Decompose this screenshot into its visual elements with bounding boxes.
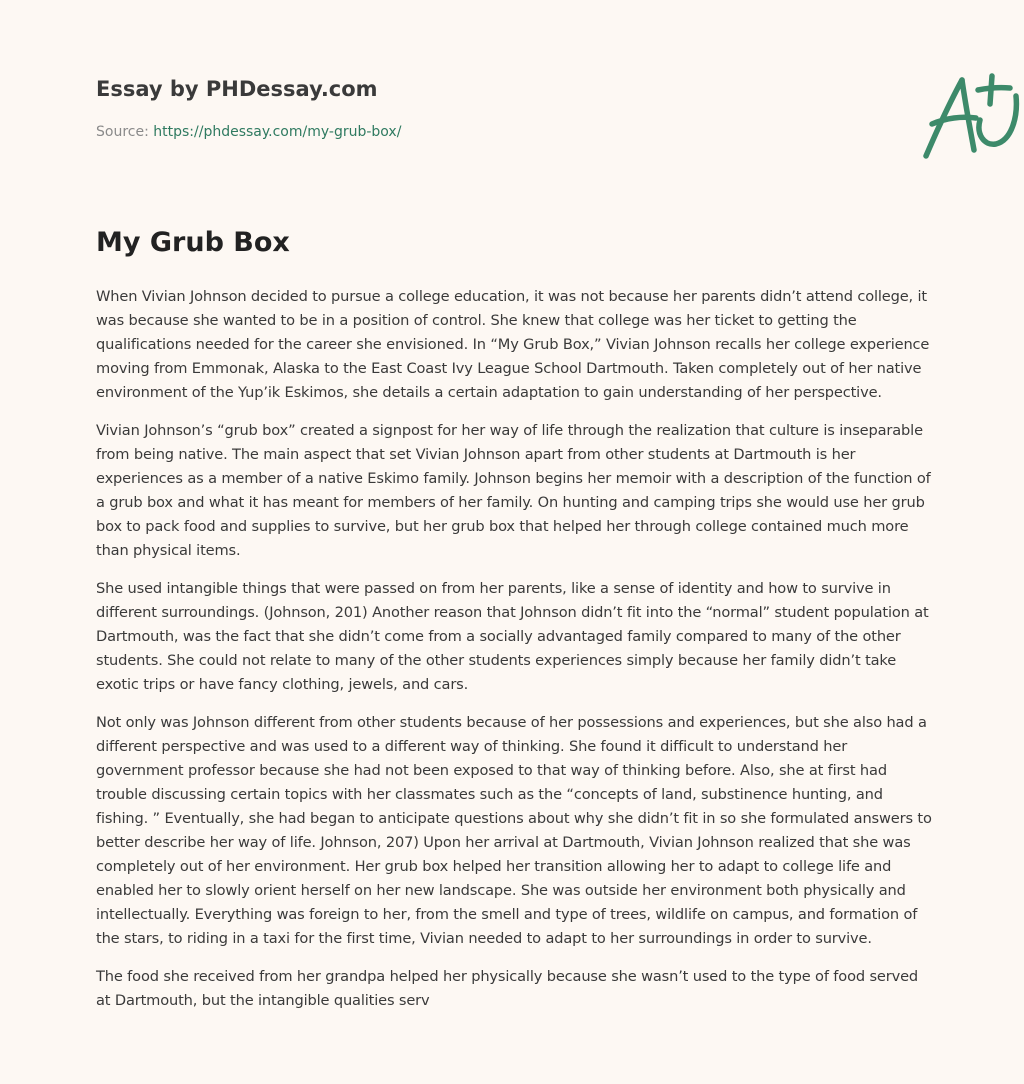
essay-paragraph-2: Vivian Johnson’s “grub box” created a signpost for her way of life through the realization that culture is inseparable from being native. The main aspect that set Vivian Johnson apart from other students at Dartmouth is her experiences as a member of a native Eskimo family. Johnson begins her memoir with a description of the function of a grub box and what it has meant for members of her family. On hunting and camping trips she would use her grub box to pack food and supplies to survive, but her grub box that helped her through college contained much more than physical items.: [96, 422, 931, 559]
essay-body: [96, 285, 932, 1027]
site-title: Essay by PHDessay.com: [96, 77, 378, 101]
source-line: [96, 124, 401, 140]
essay-paragraph-1: When Vivian Johnson decided to pursue a college education, it was not because her parents didn’t attend college, it was because she wanted to be in a position of control. She knew that college was her ticket to getting the qualifications needed for the career she envisioned. In “My Grub Box,” Vivian Johnson recalls her college experience moving from Emmonak, Alaska to the East Coast Ivy League School Dartmouth. Taken completely out of her native environment of the Yup’ik Eskimos, she details a certain adaptation to gain understanding of her perspective.: [96, 288, 930, 401]
essay-paragraph-3: She used intangible things that were passed on from her parents, like a sense of identity and how to survive in different surroundings. (Johnson, 201) Another reason that Johnson didn’t fit into the “normal” student population at Dartmouth, was the fact that she didn’t come from a socially advantaged family compared to many of the other students. She could not relate to many of the other students experiences simply because her family didn’t take exotic trips or have fancy clothing, jewels, and cars.: [96, 580, 929, 693]
essay-title: My Grub Box: [96, 227, 290, 258]
source-label: Source:: [96, 124, 154, 140]
essay-paragraph-5: The food she received from her grandpa helped her physically because she wasn’t used to the type of food served at Dartmouth, but the intangible qualities serv: [96, 968, 919, 1009]
essay-paragraph-4: Not only was Johnson different from other students because of her possessions and experiences, but she also had a different perspective and was used to a different way of thinking. She found it difficult to understand her government professor because she had not been exposed to that way of thinking before. Also, she at first had trouble discussing certain topics with her classmates such as the “concepts of land, substinence hunting, and fishing. ” Eventually, she had began to anticipate questions about why she didn’t fit in so she formulated answers to better describe her way of life. Johnson, 207) Upon her arrival at Dartmouth, Vivian Johnson realized that she was completely out of her environment. Her grub box helped her transition allowing her to adapt to college life and enabled her to slowly orient herself on her new landscape. She was outside her environment both physically and intellectually. Everything was foreign to her, from the smell and type of trees, wildlife on campus, and formation of the stars, to riding in a taxi for the first time, Vivian needed to adapt to her surroundings in order to survive.: [96, 714, 932, 947]
source-link[interactable]: https://phdessay.com/my-grub-box/: [153, 124, 402, 140]
a-plus-logo-icon: [918, 68, 1022, 164]
